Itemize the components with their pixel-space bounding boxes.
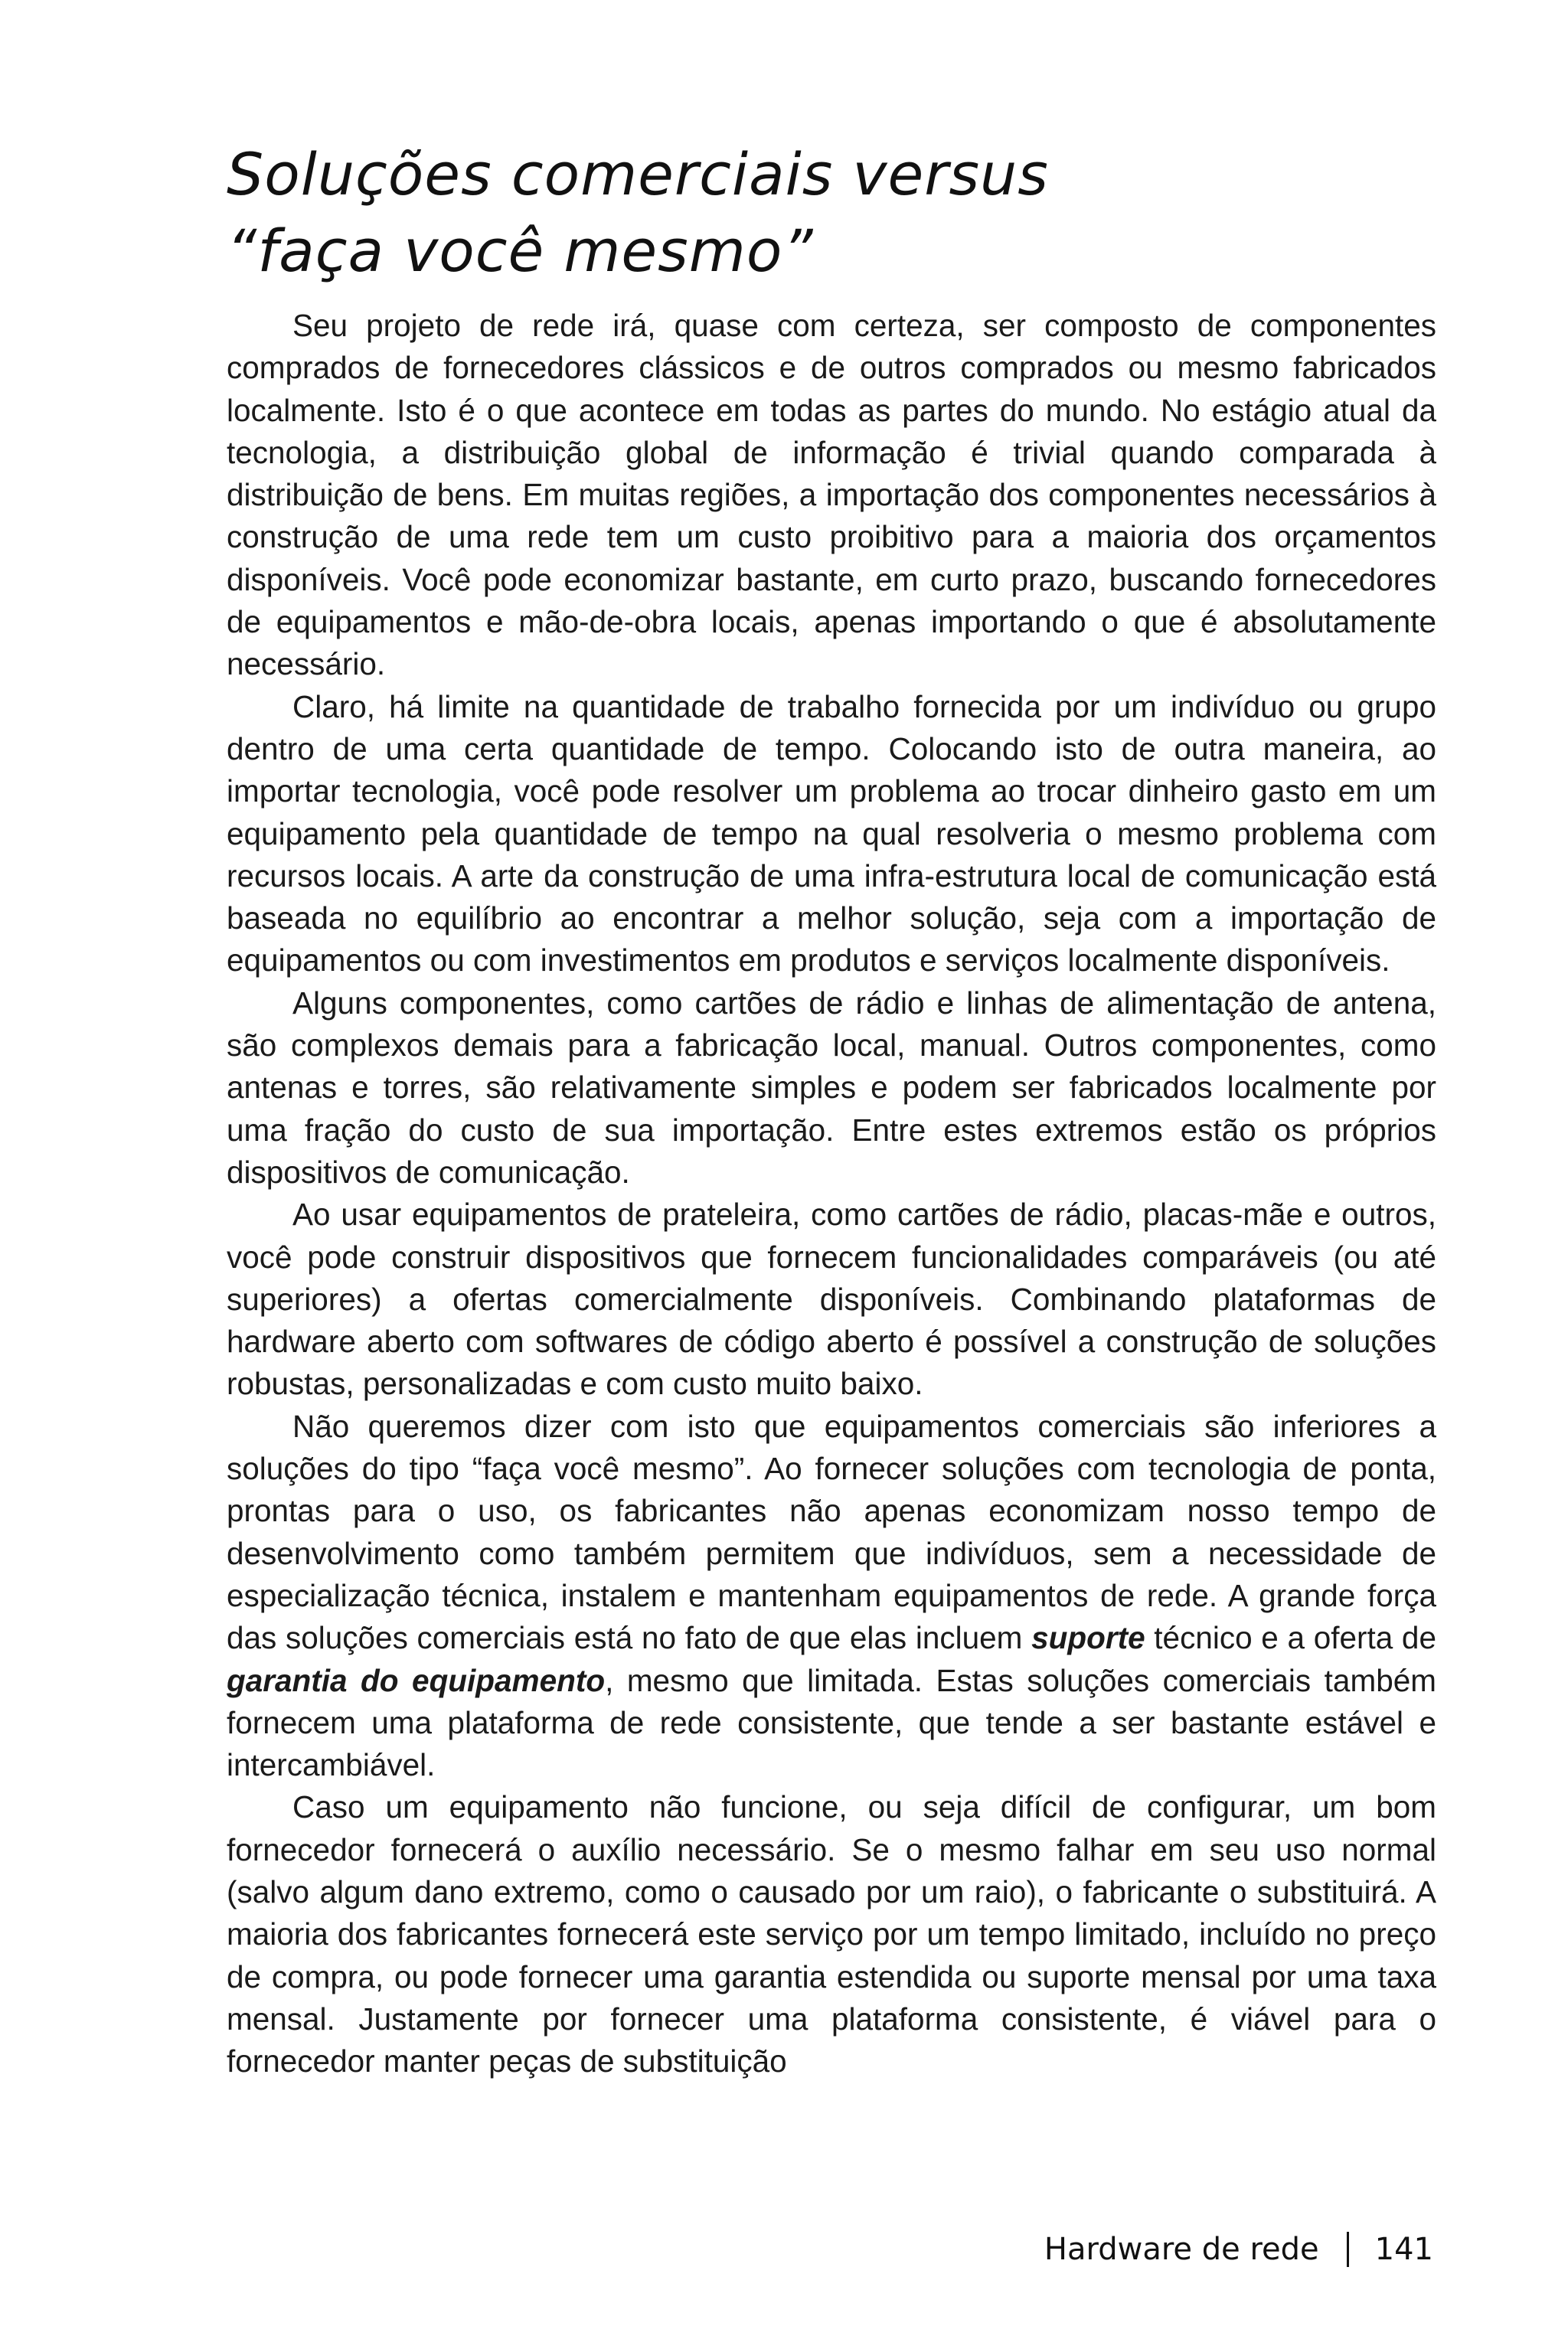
paragraph-3: Alguns componentes, como cartões de rádio e linhas de alimentação de antena, são complexos demais para a fabricação local, manual. Outros componentes, como antenas e torres, são relativamente simples e podem ser fabricados localmente por uma fração do custo de sua importação. Entre estes extremos estão os próprios dispositivos de comunicação. xyxy=(227,985,1436,1190)
paragraph-2: Claro, há limite na quantidade de trabalho fornecida por um indivíduo ou grupo dentro de uma certa quantidade de tempo. Colocando isto de outra maneira, ao importar tecnologia, você pode resolver um problema ao trocar dinheiro gasto em um equipamento pela quantidade de tempo na qual resolveria o mesmo problema com recursos locais. A arte da construção de uma infra-estrutura local de comunicação está baseada no equilíbrio ao encontrar a melhor solução, seja com a importação de equipamentos ou com investimentos em produtos e serviços localmente disponíveis. xyxy=(227,688,1436,978)
page-number: 141 xyxy=(1374,2232,1433,2267)
footer-divider xyxy=(1347,2232,1349,2267)
paragraph-4: Ao usar equipamentos de prateleira, como cartões de rádio, placas-mãe e outros, você pode construir dispositivos que fornecem funcionalidades comparáveis (ou até superiores) a ofertas comercialmente disponíveis. Combinando plataformas de hardware aberto com softwares de código aberto é possível a construção de soluções robustas, personalizadas e com custo muito baixo. xyxy=(227,1197,1436,1402)
paragraph-6: Caso um equipamento não funcione, ou seja difícil de configurar, um bom fornecedor fornecerá o auxílio necessário. Se o mesmo falhar em seu uso normal (salvo algum dano extremo, como o causado por um raio), o fabricante o substituirá. A maioria dos fabricantes fornecerá este serviço por um tempo limitado, incluído no preço de compra, ou pode fornecer uma garantia estendida ou suporte mensal por uma taxa mensal. Justamente por fornecer uma plataforma consistente, é viável para o fornecedor manter peças de substituição xyxy=(227,1789,1436,2079)
section-title-line-2: “faça você mesmo” xyxy=(227,217,814,285)
section-title xyxy=(227,136,1452,289)
body-text xyxy=(227,305,1436,2082)
paragraph-5: Não queremos dizer com isto que equipamentos comerciais são inferiores a soluções do tipo “faça você mesmo”. Ao fornecer soluções com tecnologia de ponta, prontas para o uso, os fabricantes não apenas economizam nosso tempo de desenvolvimento como também permitem que indivíduos, sem a necessidade de especialização técnica, instalem e mantenham equipamentos de rede. A grande força das soluções comerciais está no fato de que elas incluem suporte técnico e a oferta de garantia do equipamento, mesmo que limitada. Estas soluções comerciais também fornecem uma plataforma de rede consistente, que tende a ser bastante estável e intercambiável. xyxy=(227,1408,1436,1783)
footer-section-name: Hardware de rede xyxy=(1044,2232,1319,2267)
emphasis-suporte: suporte xyxy=(1031,1620,1145,1656)
emphasis-garantia: garantia do equipamento xyxy=(227,1662,606,1698)
paragraph-1: Seu projeto de rede irá, quase com certeza, ser composto de componentes comprados de fornecedores clássicos e de outros comprados ou mesmo fabricados localmente. Isto é o que acontece em todas as partes do mundo. No estágio atual da tecnologia, a distribuição global de informação é trivial quando comparada à distribuição de bens. Em muitas regiões, a importação dos componentes necessários à construção de uma rede tem um custo proibitivo para a maioria dos orçamentos disponíveis. Você pode economizar bastante, em curto prazo, buscando fornecedores de equipamentos e mão-de-obra locais, apenas importando o que é absolutamente necessário. xyxy=(227,308,1436,682)
section-title-line-1: Soluções comerciais versus xyxy=(227,140,1049,208)
running-footer xyxy=(1044,2226,1433,2272)
